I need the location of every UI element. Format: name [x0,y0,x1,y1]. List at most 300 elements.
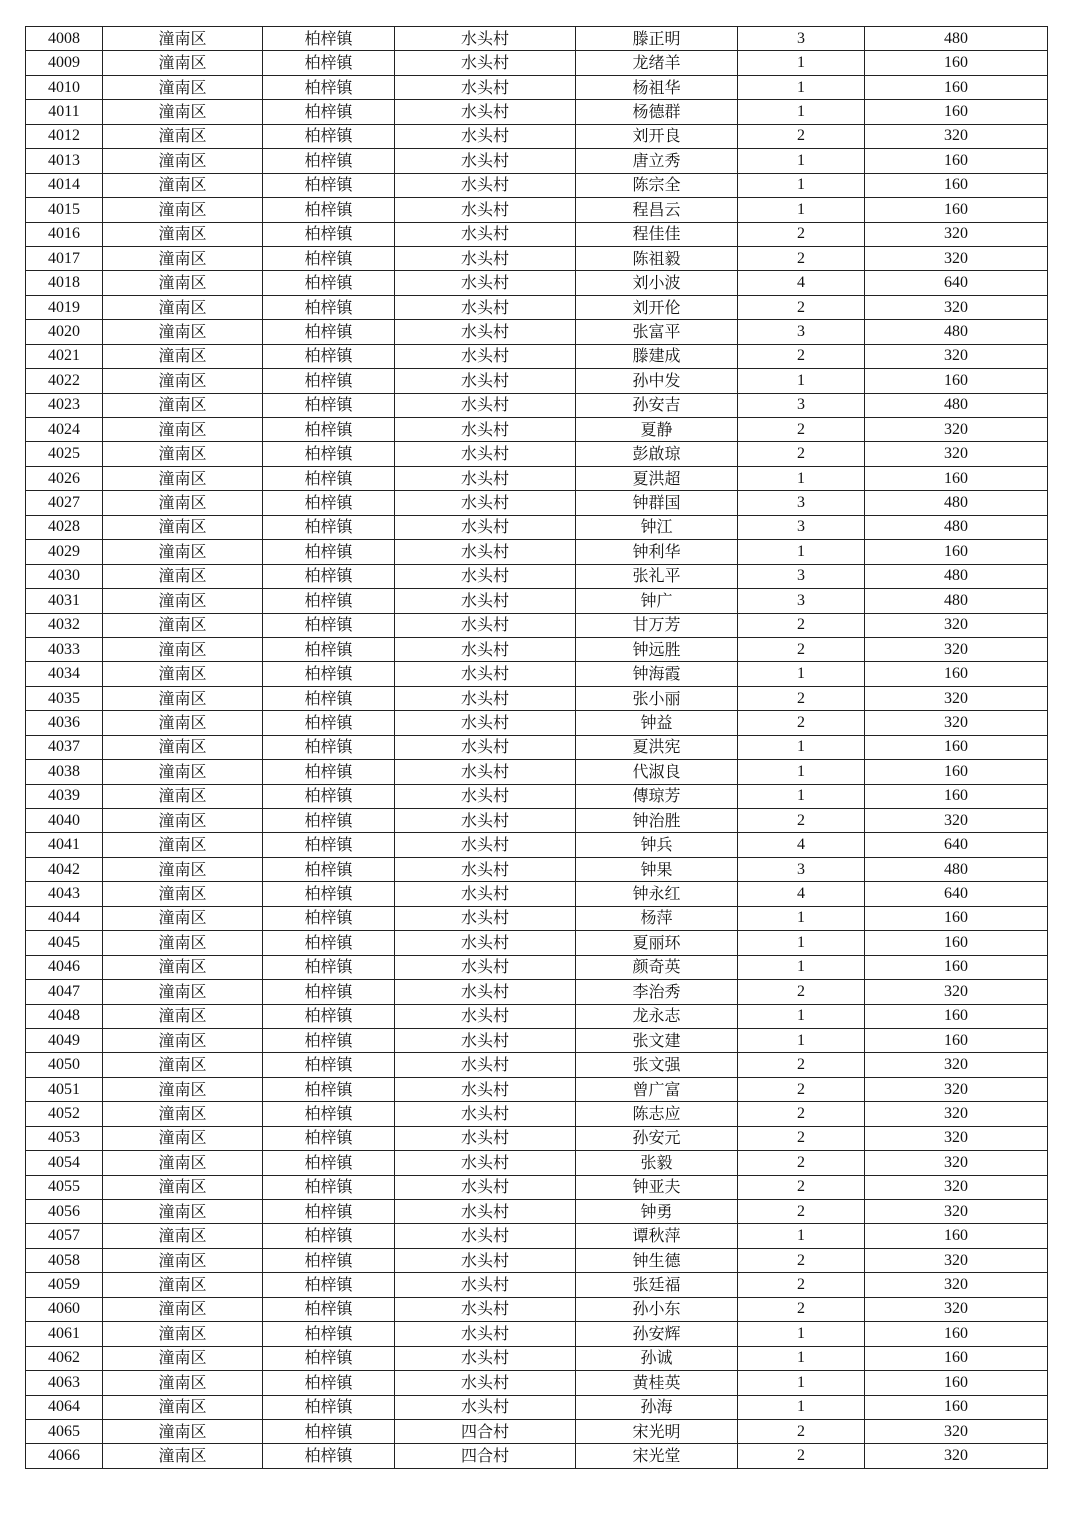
town-cell: 柏梓镇 [263,760,395,784]
district-cell: 潼南区 [103,1444,263,1468]
village-cell: 水头村 [395,784,576,808]
count-cell: 1 [738,1346,865,1370]
amount-cell: 160 [865,149,1048,173]
table-row [26,1004,1048,1028]
name-cell: 夏洪超 [576,466,738,490]
amount-cell: 160 [865,540,1048,564]
town-cell: 柏梓镇 [263,271,395,295]
town-cell: 柏梓镇 [263,882,395,906]
amount-cell: 160 [865,735,1048,759]
village-cell: 水头村 [395,955,576,979]
town-cell: 柏梓镇 [263,295,395,319]
town-cell: 柏梓镇 [263,173,395,197]
name-cell: 张毅 [576,1151,738,1175]
town-cell: 柏梓镇 [263,906,395,930]
town-cell: 柏梓镇 [263,75,395,99]
village-cell: 水头村 [395,564,576,588]
district-cell: 潼南区 [103,320,263,344]
district-cell: 潼南区 [103,173,263,197]
count-cell: 2 [738,1151,865,1175]
town-cell: 柏梓镇 [263,809,395,833]
name-cell: 杨德群 [576,100,738,124]
amount-cell: 480 [865,491,1048,515]
table-row [26,882,1048,906]
village-cell: 水头村 [395,857,576,881]
row-number: 4029 [26,540,103,564]
town-cell: 柏梓镇 [263,344,395,368]
row-number: 4055 [26,1175,103,1199]
table-row [26,75,1048,99]
row-number: 4032 [26,613,103,637]
amount-cell: 320 [865,246,1048,270]
amount-cell: 480 [865,564,1048,588]
table-row [26,1371,1048,1395]
row-number: 4018 [26,271,103,295]
count-cell: 2 [738,809,865,833]
table-row [26,564,1048,588]
village-cell: 水头村 [395,833,576,857]
row-number: 4013 [26,149,103,173]
district-cell: 潼南区 [103,1126,263,1150]
amount-cell: 160 [865,1028,1048,1052]
district-cell: 潼南区 [103,75,263,99]
count-cell: 4 [738,271,865,295]
district-cell: 潼南区 [103,1273,263,1297]
row-number: 4011 [26,100,103,124]
table-row [26,1248,1048,1272]
village-cell: 水头村 [395,75,576,99]
name-cell: 孙安元 [576,1126,738,1150]
district-cell: 潼南区 [103,637,263,661]
town-cell: 柏梓镇 [263,222,395,246]
row-number: 4034 [26,662,103,686]
table-row [26,1151,1048,1175]
row-number: 4031 [26,589,103,613]
count-cell: 2 [738,1053,865,1077]
row-number: 4053 [26,1126,103,1150]
table-row [26,1224,1048,1248]
village-cell: 水头村 [395,1297,576,1321]
town-cell: 柏梓镇 [263,955,395,979]
row-number: 4030 [26,564,103,588]
town-cell: 柏梓镇 [263,100,395,124]
name-cell: 陈祖毅 [576,246,738,270]
name-cell: 钟利华 [576,540,738,564]
count-cell: 1 [738,906,865,930]
table-row [26,1175,1048,1199]
town-cell: 柏梓镇 [263,1395,395,1419]
district-cell: 潼南区 [103,980,263,1004]
district-cell: 潼南区 [103,1322,263,1346]
row-number: 4009 [26,51,103,75]
name-cell: 宋光明 [576,1419,738,1443]
count-cell: 3 [738,27,865,51]
town-cell: 柏梓镇 [263,515,395,539]
district-cell: 潼南区 [103,1077,263,1101]
village-cell: 水头村 [395,27,576,51]
count-cell: 1 [738,784,865,808]
amount-cell: 320 [865,1053,1048,1077]
name-cell: 钟兵 [576,833,738,857]
name-cell: 杨祖华 [576,75,738,99]
town-cell: 柏梓镇 [263,246,395,270]
district-cell: 潼南区 [103,27,263,51]
count-cell: 2 [738,637,865,661]
district-cell: 潼南区 [103,149,263,173]
table-row [26,295,1048,319]
row-number: 4062 [26,1346,103,1370]
district-cell: 潼南区 [103,1102,263,1126]
village-cell: 水头村 [395,1175,576,1199]
amount-cell: 640 [865,833,1048,857]
count-cell: 3 [738,589,865,613]
district-cell: 潼南区 [103,295,263,319]
row-number: 4028 [26,515,103,539]
district-cell: 潼南区 [103,198,263,222]
village-cell: 水头村 [395,1200,576,1224]
amount-cell: 320 [865,1419,1048,1443]
village-cell: 水头村 [395,442,576,466]
village-cell: 水头村 [395,1346,576,1370]
table-row [26,1419,1048,1443]
village-cell: 四合村 [395,1444,576,1468]
district-cell: 潼南区 [103,515,263,539]
table-row [26,931,1048,955]
count-cell: 1 [738,931,865,955]
district-cell: 潼南区 [103,100,263,124]
name-cell: 彭啟琼 [576,442,738,466]
row-number: 4012 [26,124,103,148]
town-cell: 柏梓镇 [263,1444,395,1468]
name-cell: 代淑良 [576,760,738,784]
count-cell: 2 [738,1419,865,1443]
town-cell: 柏梓镇 [263,1419,395,1443]
amount-cell: 480 [865,515,1048,539]
row-number: 4040 [26,809,103,833]
name-cell: 钟益 [576,711,738,735]
village-cell: 水头村 [395,540,576,564]
village-cell: 水头村 [395,198,576,222]
town-cell: 柏梓镇 [263,662,395,686]
name-cell: 刘开伦 [576,295,738,319]
row-number: 4042 [26,857,103,881]
village-cell: 水头村 [395,809,576,833]
village-cell: 四合村 [395,1419,576,1443]
count-cell: 1 [738,1004,865,1028]
name-cell: 孙海 [576,1395,738,1419]
village-cell: 水头村 [395,173,576,197]
count-cell: 1 [738,198,865,222]
town-cell: 柏梓镇 [263,1346,395,1370]
village-cell: 水头村 [395,124,576,148]
village-cell: 水头村 [395,466,576,490]
amount-cell: 320 [865,418,1048,442]
town-cell: 柏梓镇 [263,1028,395,1052]
amount-cell: 320 [865,1248,1048,1272]
village-cell: 水头村 [395,1151,576,1175]
table-row [26,1126,1048,1150]
town-cell: 柏梓镇 [263,27,395,51]
name-cell: 钟群国 [576,491,738,515]
table-row [26,442,1048,466]
name-cell: 钟海霞 [576,662,738,686]
name-cell: 李治秀 [576,980,738,1004]
table-row [26,491,1048,515]
row-number: 4049 [26,1028,103,1052]
count-cell: 2 [738,980,865,1004]
village-cell: 水头村 [395,320,576,344]
table-row [26,1028,1048,1052]
name-cell: 宋光堂 [576,1444,738,1468]
table-row [26,1297,1048,1321]
count-cell: 3 [738,320,865,344]
village-cell: 水头村 [395,295,576,319]
row-number: 4023 [26,393,103,417]
amount-cell: 320 [865,613,1048,637]
amount-cell: 160 [865,466,1048,490]
name-cell: 刘小波 [576,271,738,295]
town-cell: 柏梓镇 [263,1224,395,1248]
village-cell: 水头村 [395,711,576,735]
village-cell: 水头村 [395,246,576,270]
name-cell: 陈宗全 [576,173,738,197]
town-cell: 柏梓镇 [263,1322,395,1346]
district-cell: 潼南区 [103,271,263,295]
district-cell: 潼南区 [103,1371,263,1395]
town-cell: 柏梓镇 [263,833,395,857]
row-number: 4064 [26,1395,103,1419]
district-cell: 潼南区 [103,1395,263,1419]
district-cell: 潼南区 [103,1419,263,1443]
amount-cell: 160 [865,760,1048,784]
table-row [26,711,1048,735]
village-cell: 水头村 [395,1322,576,1346]
count-cell: 2 [738,246,865,270]
count-cell: 2 [738,1175,865,1199]
district-cell: 潼南区 [103,613,263,637]
village-cell: 水头村 [395,1224,576,1248]
village-cell: 水头村 [395,369,576,393]
count-cell: 1 [738,1322,865,1346]
amount-cell: 160 [865,955,1048,979]
amount-cell: 160 [865,1322,1048,1346]
amount-cell: 320 [865,1077,1048,1101]
name-cell: 张文强 [576,1053,738,1077]
district-cell: 潼南区 [103,393,263,417]
village-cell: 水头村 [395,51,576,75]
town-cell: 柏梓镇 [263,1126,395,1150]
district-cell: 潼南区 [103,686,263,710]
district-cell: 潼南区 [103,1297,263,1321]
table-row [26,149,1048,173]
count-cell: 4 [738,833,865,857]
name-cell: 张廷福 [576,1273,738,1297]
village-cell: 水头村 [395,100,576,124]
table-row [26,980,1048,1004]
count-cell: 1 [738,51,865,75]
village-cell: 水头村 [395,735,576,759]
district-cell: 潼南区 [103,784,263,808]
town-cell: 柏梓镇 [263,1175,395,1199]
name-cell: 滕建成 [576,344,738,368]
row-number: 4021 [26,344,103,368]
name-cell: 张礼平 [576,564,738,588]
amount-cell: 480 [865,857,1048,881]
town-cell: 柏梓镇 [263,149,395,173]
name-cell: 张小丽 [576,686,738,710]
town-cell: 柏梓镇 [263,1102,395,1126]
row-number: 4057 [26,1224,103,1248]
district-cell: 潼南区 [103,931,263,955]
name-cell: 滕正明 [576,27,738,51]
row-number: 4036 [26,711,103,735]
district-cell: 潼南区 [103,466,263,490]
town-cell: 柏梓镇 [263,1248,395,1272]
amount-cell: 160 [865,369,1048,393]
count-cell: 3 [738,393,865,417]
name-cell: 孙安辉 [576,1322,738,1346]
table-row [26,637,1048,661]
village-cell: 水头村 [395,906,576,930]
table-row [26,418,1048,442]
count-cell: 2 [738,1102,865,1126]
district-cell: 潼南区 [103,1004,263,1028]
row-number: 4045 [26,931,103,955]
district-cell: 潼南区 [103,344,263,368]
row-number: 4025 [26,442,103,466]
amount-cell: 320 [865,809,1048,833]
count-cell: 2 [738,711,865,735]
village-cell: 水头村 [395,1028,576,1052]
row-number: 4038 [26,760,103,784]
amount-cell: 160 [865,75,1048,99]
table-row [26,27,1048,51]
row-number: 4044 [26,906,103,930]
town-cell: 柏梓镇 [263,784,395,808]
amount-cell: 160 [865,662,1048,686]
count-cell: 1 [738,735,865,759]
district-cell: 潼南区 [103,1028,263,1052]
village-cell: 水头村 [395,613,576,637]
count-cell: 3 [738,857,865,881]
amount-cell: 320 [865,711,1048,735]
district-cell: 潼南区 [103,857,263,881]
name-cell: 夏洪宪 [576,735,738,759]
table-row [26,1077,1048,1101]
count-cell: 2 [738,344,865,368]
town-cell: 柏梓镇 [263,1371,395,1395]
count-cell: 2 [738,1200,865,1224]
district-cell: 潼南区 [103,1151,263,1175]
row-number: 4050 [26,1053,103,1077]
amount-cell: 160 [865,1371,1048,1395]
table-row [26,1395,1048,1419]
name-cell: 孙小东 [576,1297,738,1321]
amount-cell: 320 [865,442,1048,466]
row-number: 4046 [26,955,103,979]
amount-cell: 160 [865,173,1048,197]
district-cell: 潼南区 [103,246,263,270]
village-cell: 水头村 [395,686,576,710]
table-row [26,515,1048,539]
row-number: 4017 [26,246,103,270]
row-number: 4063 [26,1371,103,1395]
village-cell: 水头村 [395,1371,576,1395]
name-cell: 刘开良 [576,124,738,148]
district-cell: 潼南区 [103,1346,263,1370]
amount-cell: 320 [865,1200,1048,1224]
name-cell: 程佳佳 [576,222,738,246]
row-number: 4061 [26,1322,103,1346]
row-number: 4052 [26,1102,103,1126]
count-cell: 2 [738,1077,865,1101]
table-row [26,1322,1048,1346]
count-cell: 1 [738,1028,865,1052]
name-cell: 曾广富 [576,1077,738,1101]
amount-cell: 480 [865,320,1048,344]
table-row [26,393,1048,417]
town-cell: 柏梓镇 [263,393,395,417]
name-cell: 陈志应 [576,1102,738,1126]
row-number: 4019 [26,295,103,319]
row-number: 4020 [26,320,103,344]
village-cell: 水头村 [395,149,576,173]
town-cell: 柏梓镇 [263,735,395,759]
village-cell: 水头村 [395,980,576,1004]
row-number: 4037 [26,735,103,759]
town-cell: 柏梓镇 [263,637,395,661]
amount-cell: 320 [865,1273,1048,1297]
table-row [26,784,1048,808]
town-cell: 柏梓镇 [263,198,395,222]
amount-cell: 480 [865,589,1048,613]
count-cell: 1 [738,1371,865,1395]
village-cell: 水头村 [395,1395,576,1419]
amount-cell: 640 [865,271,1048,295]
amount-cell: 480 [865,27,1048,51]
table-row [26,1346,1048,1370]
name-cell: 钟永红 [576,882,738,906]
count-cell: 2 [738,1248,865,1272]
village-cell: 水头村 [395,882,576,906]
district-cell: 潼南区 [103,369,263,393]
district-cell: 潼南区 [103,564,263,588]
village-cell: 水头村 [395,418,576,442]
village-cell: 水头村 [395,393,576,417]
table-row [26,369,1048,393]
count-cell: 1 [738,540,865,564]
town-cell: 柏梓镇 [263,1077,395,1101]
table-row [26,246,1048,270]
district-cell: 潼南区 [103,222,263,246]
count-cell: 2 [738,1273,865,1297]
row-number: 4033 [26,637,103,661]
village-cell: 水头村 [395,1004,576,1028]
table-row [26,344,1048,368]
village-cell: 水头村 [395,491,576,515]
table-row [26,124,1048,148]
town-cell: 柏梓镇 [263,51,395,75]
count-cell: 1 [738,149,865,173]
row-number: 4026 [26,466,103,490]
amount-cell: 160 [865,1224,1048,1248]
amount-cell: 320 [865,980,1048,1004]
district-cell: 潼南区 [103,540,263,564]
town-cell: 柏梓镇 [263,442,395,466]
table-row [26,466,1048,490]
name-cell: 夏静 [576,418,738,442]
table-row [26,100,1048,124]
